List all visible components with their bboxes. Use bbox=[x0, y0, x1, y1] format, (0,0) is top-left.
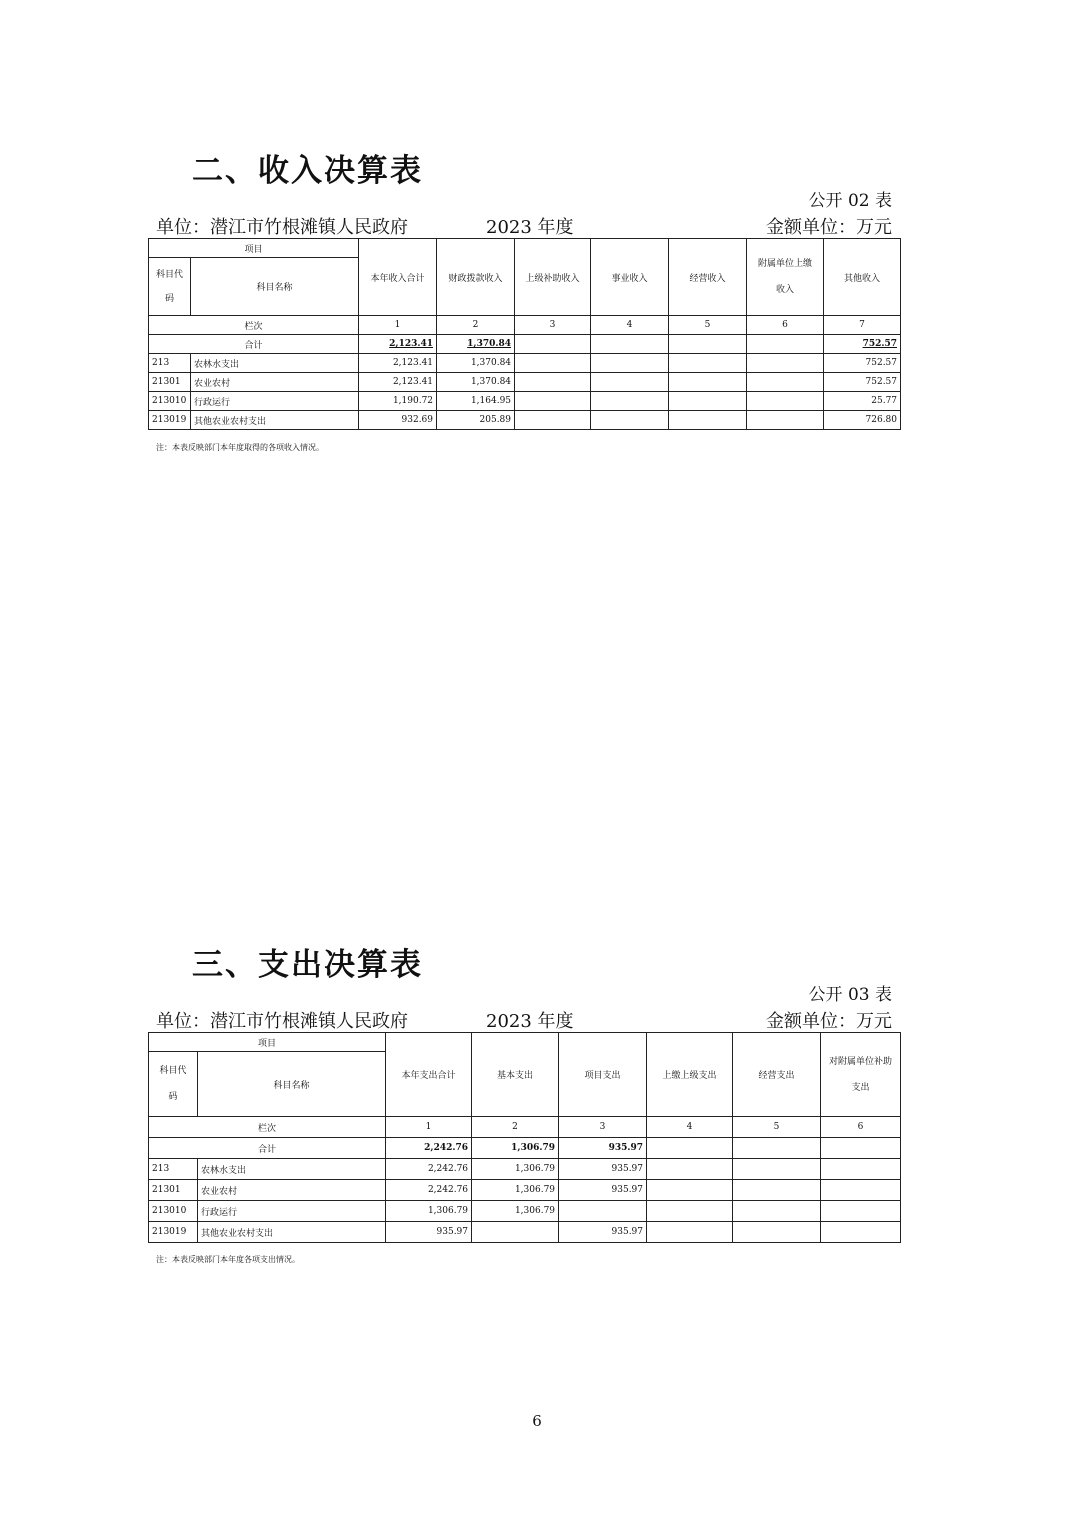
row-col2: 1,306.79 bbox=[472, 1201, 559, 1222]
table-row bbox=[149, 411, 901, 430]
income-table bbox=[148, 238, 901, 430]
row-code: 21301 bbox=[149, 1180, 198, 1201]
lanci-num: 2 bbox=[472, 1117, 559, 1138]
lanci-label: 栏次 bbox=[149, 1117, 386, 1138]
header-col3: 上级补助收入 bbox=[515, 239, 591, 316]
lanci-num: 6 bbox=[747, 316, 824, 335]
lanci-num: 5 bbox=[669, 316, 747, 335]
lanci-num: 1 bbox=[386, 1117, 472, 1138]
table-row bbox=[149, 1180, 901, 1201]
row-code: 213019 bbox=[149, 411, 191, 430]
table-row bbox=[149, 373, 901, 392]
row-code: 21301 bbox=[149, 373, 191, 392]
row-col2: 1,370.84 bbox=[437, 373, 515, 392]
row-name: 行政运行 bbox=[198, 1201, 386, 1222]
row-col1: 1,306.79 bbox=[386, 1201, 472, 1222]
table-row bbox=[149, 1159, 901, 1180]
header-col7: 其他收入 bbox=[824, 239, 901, 316]
row-col1: 2,242.76 bbox=[386, 1180, 472, 1201]
expense-note: 注：本表反映部门本年度各项支出情况。 bbox=[156, 1255, 300, 1264]
income-meta bbox=[156, 213, 892, 237]
row-col2: 1,370.84 bbox=[437, 354, 515, 373]
row-col1: 932.69 bbox=[359, 411, 437, 430]
total-row bbox=[149, 1138, 901, 1159]
lanci-num: 4 bbox=[647, 1117, 733, 1138]
row-code: 213010 bbox=[149, 1201, 198, 1222]
header-col1: 本年收入合计 bbox=[359, 239, 437, 316]
row-col2: 205.89 bbox=[437, 411, 515, 430]
row-name: 农林水支出 bbox=[198, 1159, 386, 1180]
row-name: 农业农村 bbox=[198, 1180, 386, 1201]
header-col5: 经营支出 bbox=[733, 1033, 821, 1117]
row-name: 其他农业农村支出 bbox=[191, 411, 359, 430]
row-col2 bbox=[472, 1222, 559, 1243]
total-col1: 2,123.41 bbox=[359, 335, 437, 354]
row-col2: 1,306.79 bbox=[472, 1180, 559, 1201]
total-row bbox=[149, 335, 901, 354]
header-name: 科目名称 bbox=[191, 258, 359, 316]
header-col3: 项目支出 bbox=[559, 1033, 647, 1117]
row-code: 213 bbox=[149, 354, 191, 373]
row-col7: 25.77 bbox=[824, 392, 901, 411]
lanci-num: 5 bbox=[733, 1117, 821, 1138]
lanci-num: 3 bbox=[559, 1117, 647, 1138]
header-col6: 附属单位上缴收入 bbox=[747, 239, 824, 316]
row-code: 213010 bbox=[149, 392, 191, 411]
table-row bbox=[149, 354, 901, 373]
row-code: 213019 bbox=[149, 1222, 198, 1243]
row-name: 农林水支出 bbox=[191, 354, 359, 373]
lanci-num: 7 bbox=[824, 316, 901, 335]
row-col1: 935.97 bbox=[386, 1222, 472, 1243]
header-col6: 对附属单位补助支出 bbox=[821, 1033, 901, 1117]
row-col7: 752.57 bbox=[824, 354, 901, 373]
row-col3: 935.97 bbox=[559, 1159, 647, 1180]
income-year: 2023 年度 bbox=[486, 217, 574, 238]
table-row bbox=[149, 1222, 901, 1243]
header-col2: 财政拨款收入 bbox=[437, 239, 515, 316]
lanci-label: 栏次 bbox=[149, 316, 359, 335]
total-col7: 752.57 bbox=[824, 335, 901, 354]
expense-unit: 单位：潜江市竹根滩镇人民政府 bbox=[156, 1011, 408, 1032]
lanci-num: 2 bbox=[437, 316, 515, 335]
header-col1: 本年支出合计 bbox=[386, 1033, 472, 1117]
page-number: 6 bbox=[532, 1412, 542, 1430]
total-col2: 1,306.79 bbox=[472, 1138, 559, 1159]
header-project: 项目 bbox=[149, 239, 359, 258]
total-col3: 935.97 bbox=[559, 1138, 647, 1159]
row-name: 其他农业农村支出 bbox=[198, 1222, 386, 1243]
header-code: 科目代码 bbox=[149, 1052, 198, 1117]
income-note: 注：本表反映部门本年度取得的各项收入情况。 bbox=[156, 443, 324, 452]
income-amount-unit: 金额单位：万元 bbox=[766, 217, 892, 238]
row-name: 行政运行 bbox=[191, 392, 359, 411]
row-col3: 935.97 bbox=[559, 1180, 647, 1201]
header-col5: 经营收入 bbox=[669, 239, 747, 316]
expense-amount-unit: 金额单位：万元 bbox=[766, 1011, 892, 1032]
header-name: 科目名称 bbox=[198, 1052, 386, 1117]
lanci-num: 1 bbox=[359, 316, 437, 335]
income-unit: 单位：潜江市竹根滩镇人民政府 bbox=[156, 217, 408, 238]
row-col2: 1,164.95 bbox=[437, 392, 515, 411]
row-col1: 2,123.41 bbox=[359, 354, 437, 373]
row-col7: 752.57 bbox=[824, 373, 901, 392]
header-col4: 事业收入 bbox=[591, 239, 669, 316]
total-label: 合计 bbox=[149, 335, 359, 354]
total-label: 合计 bbox=[149, 1138, 386, 1159]
row-col7: 726.80 bbox=[824, 411, 901, 430]
row-col2: 1,306.79 bbox=[472, 1159, 559, 1180]
lanci-num: 3 bbox=[515, 316, 591, 335]
header-project: 项目 bbox=[149, 1033, 386, 1052]
total-col1: 2,242.76 bbox=[386, 1138, 472, 1159]
row-col3: 935.97 bbox=[559, 1222, 647, 1243]
table-row bbox=[149, 392, 901, 411]
header-code: 科目代码 bbox=[149, 258, 191, 316]
row-name: 农业农村 bbox=[191, 373, 359, 392]
income-title: 二、收入决算表 bbox=[192, 153, 423, 189]
row-col3 bbox=[559, 1201, 647, 1222]
row-col1: 2,123.41 bbox=[359, 373, 437, 392]
expense-meta bbox=[156, 1007, 892, 1031]
expense-form-no: 公开 03 表 bbox=[808, 985, 892, 1005]
row-col1: 2,242.76 bbox=[386, 1159, 472, 1180]
expense-title: 三、支出决算表 bbox=[192, 947, 423, 983]
header-col2: 基本支出 bbox=[472, 1033, 559, 1117]
row-col1: 1,190.72 bbox=[359, 392, 437, 411]
lanci-num: 6 bbox=[821, 1117, 901, 1138]
income-form-no: 公开 02 表 bbox=[808, 191, 892, 211]
expense-year: 2023 年度 bbox=[486, 1011, 574, 1032]
total-col2: 1,370.84 bbox=[437, 335, 515, 354]
header-col4: 上缴上级支出 bbox=[647, 1033, 733, 1117]
table-row bbox=[149, 1201, 901, 1222]
row-code: 213 bbox=[149, 1159, 198, 1180]
expense-table bbox=[148, 1032, 901, 1243]
lanci-num: 4 bbox=[591, 316, 669, 335]
